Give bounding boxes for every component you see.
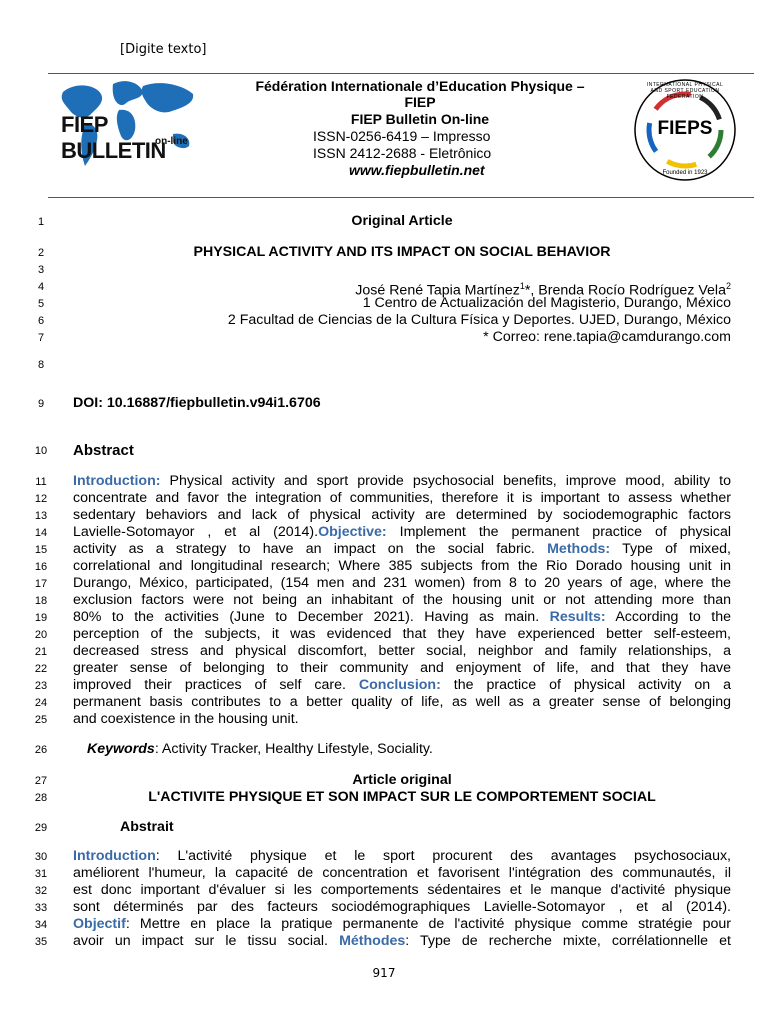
introduction-label: Introduction:: [73, 473, 161, 489]
line-number: 9: [37, 398, 45, 410]
abstract-line: greater sense of belonging to their community and enjoyment of life, and that they have: [73, 660, 731, 676]
french-abstract-text: : Mettre en place la pratique permanente de l'activité physique comme stratégie pour: [125, 916, 731, 932]
line-number: 21: [34, 646, 48, 658]
abstract-line: concentrate and favor the integration of communities, therefore it is important to assess whether: [73, 490, 731, 506]
bulletin-name: FIEP Bulletin On-line: [350, 111, 490, 127]
corresponding-email: * Correo: rene.tapia@camdurango.com: [483, 329, 731, 345]
fieps-ring-text: INTERNATIONAL PHYSICAL AND SPORT EDUCATION FEDERATION: [646, 82, 724, 100]
line-number: 7: [37, 332, 45, 344]
french-abstract-text: avoir un impact sur le tissu social.: [73, 933, 328, 949]
line-number: 31: [34, 868, 48, 880]
french-abstract-line: [73, 933, 731, 950]
abstract-line: [73, 609, 731, 626]
french-objectif-label: Objectif: [73, 916, 126, 932]
line-number: 10: [34, 445, 48, 457]
line-number: 22: [34, 663, 48, 675]
line-number: 28: [34, 792, 48, 804]
abstract-text: 80% to the activities (June to December 2021). Having as main.: [73, 609, 540, 625]
abstract-line: and coexistence in the housing unit.: [73, 711, 299, 727]
line-number: 15: [34, 544, 48, 556]
header-bottom-rule: [48, 197, 754, 198]
header-top-rule: [48, 73, 754, 74]
author-2-affiliation: 2: [725, 281, 731, 291]
french-methodes-label: Méthodes: [339, 933, 406, 949]
french-abstract-text: : L'activité physique et le sport procurent des avantages psychosociaux,: [155, 848, 731, 864]
abstract-heading: Abstract: [73, 442, 134, 459]
line-number: 19: [34, 612, 48, 624]
line-number: 20: [34, 629, 48, 641]
methods-label: Methods:: [547, 541, 611, 557]
line-number: 11: [35, 476, 47, 488]
line-number: 35: [34, 936, 48, 948]
abstract-line: [73, 541, 731, 558]
line-number: 25: [34, 714, 48, 726]
french-abstract-line: [73, 848, 731, 865]
fiep-bulletin-logo: [55, 74, 205, 184]
results-label: Results:: [549, 609, 606, 625]
abstract-text: improved their practices of self care.: [73, 677, 346, 693]
keywords-label: Keywords: [87, 741, 155, 757]
logo-title: FIEP BULLETIN: [61, 112, 166, 163]
issn-print: ISSN-0256-6419 – Impresso: [313, 128, 491, 144]
affiliation-1: 1 Centro de Actualización del Magisterio, Durango, México: [362, 295, 731, 311]
line-number: 23: [34, 680, 48, 692]
logo-subtitle: on-line: [155, 136, 188, 147]
french-abstract-line: améliorent l'humeur, la capacité de concentration et favorisent l'intégration des communautés, il: [73, 865, 731, 881]
abstract-line: correlational and longitudinal research; Where 385 subjects from the Rio Dorado housing unit in: [73, 558, 731, 574]
line-number: 18: [34, 595, 48, 607]
author-1-mark: *,: [524, 282, 539, 299]
abstract-line: exclusion factors were not being an inhabitant of the housing unit or not attending more than: [73, 592, 731, 608]
line-number: 14: [34, 527, 48, 539]
line-number: 32: [34, 885, 48, 897]
line-number: 24: [34, 697, 48, 709]
line-number: 17: [34, 578, 48, 590]
abstract-line: perception of the subjects, it was evidenced that they have experienced better self-esteem,: [73, 626, 731, 642]
line-number: 5: [37, 298, 45, 310]
abstract-text: Implement the permanent practice of physical: [399, 524, 731, 540]
article-type: Original Article: [351, 213, 453, 229]
abstract-line: permanent basis contributes to a better quality of life, as well as a greater sense of belonging: [73, 694, 731, 710]
abstract-line: [73, 677, 731, 694]
doi: DOI: 10.16887/fiepbulletin.v94i1.6706: [73, 395, 321, 411]
line-number: 29: [34, 822, 48, 834]
french-article-type: Article original: [352, 772, 452, 788]
keywords-line: [87, 741, 745, 758]
affiliation-2: 2 Facultad de Ciencias de la Cultura Física y Deportes. UJED, Durango, México: [227, 312, 731, 328]
french-abstract-line: sont déterminés par des facteurs sociodémographiques Lavielle-Sotomayor , et al (2014).: [73, 899, 731, 915]
line-number: 34: [34, 919, 48, 931]
line-number: 16: [34, 561, 48, 573]
line-number: 33: [34, 902, 48, 914]
line-number: 8: [37, 359, 45, 371]
line-number: 1: [37, 216, 45, 228]
abstract-text: Lavielle-Sotomayor , et al (2014).: [73, 524, 319, 540]
fieps-founded-text: Founded in 1923: [662, 170, 708, 176]
conclusion-label: Conclusion:: [358, 677, 441, 693]
french-introduction-label: Introduction: [73, 848, 156, 864]
fieps-logo-text: FIEPS: [657, 118, 713, 139]
abstract-text: the practice of physical activity on a: [453, 677, 731, 693]
author-2: Brenda Rocío Rodríguez Vela: [538, 282, 726, 299]
fieps-logo: [626, 78, 744, 182]
line-number: 12: [34, 493, 48, 505]
french-abstract-line: [73, 916, 731, 933]
page-number: 917: [372, 966, 396, 980]
french-abstract-text: : Type de recherche mixte, corrélationnelle et: [405, 933, 731, 949]
org-name-line1: Fédération Internationale d’Education Physique –: [255, 78, 585, 94]
website-link[interactable]: www.fiepbulletin.net: [349, 162, 485, 178]
abstract-text: Type of mixed,: [622, 541, 732, 557]
keywords-text: : Activity Tracker, Healthy Lifestyle, Sociality.: [154, 741, 433, 757]
line-number: 13: [34, 510, 48, 522]
objective-label: Objective:: [318, 524, 387, 540]
author-1-affiliation: 1: [519, 281, 525, 291]
org-name-line2: FIEP: [404, 94, 436, 110]
abstract-text: Physical activity and sport provide psychosocial benefits, improve mood, ability to: [169, 473, 731, 489]
header-placeholder-note: [Digite texto]: [120, 42, 207, 57]
abstract-line: [73, 524, 731, 541]
line-number: 26: [34, 744, 48, 756]
abstract-text: activity as a strategy to have an impact on the social fabric.: [73, 541, 535, 557]
line-number: 6: [37, 315, 45, 327]
line-number: 3: [37, 264, 45, 276]
line-number: 2: [37, 247, 45, 259]
french-abstract-heading: Abstrait: [120, 819, 174, 835]
abstract-line: decreased stress and physical discomfort, better social, neighbor and family relationships, a: [73, 643, 731, 659]
issn-electronic: ISSN 2412-2688 - Eletrônico: [313, 145, 492, 161]
abstract-text: According to the: [615, 609, 731, 625]
line-number: 27: [34, 775, 48, 787]
abstract-line: sedentary behaviors and lack of physical activity are determined by sociodemographic factors: [73, 507, 731, 523]
line-number: 4: [37, 281, 45, 293]
line-number: 30: [34, 851, 48, 863]
abstract-line: Durango, México, participated, (154 men and 231 women) from 8 to 20 years of age, where the: [73, 575, 731, 591]
article-title: PHYSICAL ACTIVITY AND ITS IMPACT ON SOCIAL BEHAVIOR: [193, 244, 611, 260]
author-1: José René Tapia Martínez: [355, 282, 520, 299]
abstract-line: [73, 473, 731, 490]
french-title: L'ACTIVITE PHYSIQUE ET SON IMPACT SUR LE COMPORTEMENT SOCIAL: [148, 789, 656, 805]
french-abstract-line: est donc important d'évaluer si les comportements sédentaires et le manque d'activité physique: [73, 882, 731, 898]
